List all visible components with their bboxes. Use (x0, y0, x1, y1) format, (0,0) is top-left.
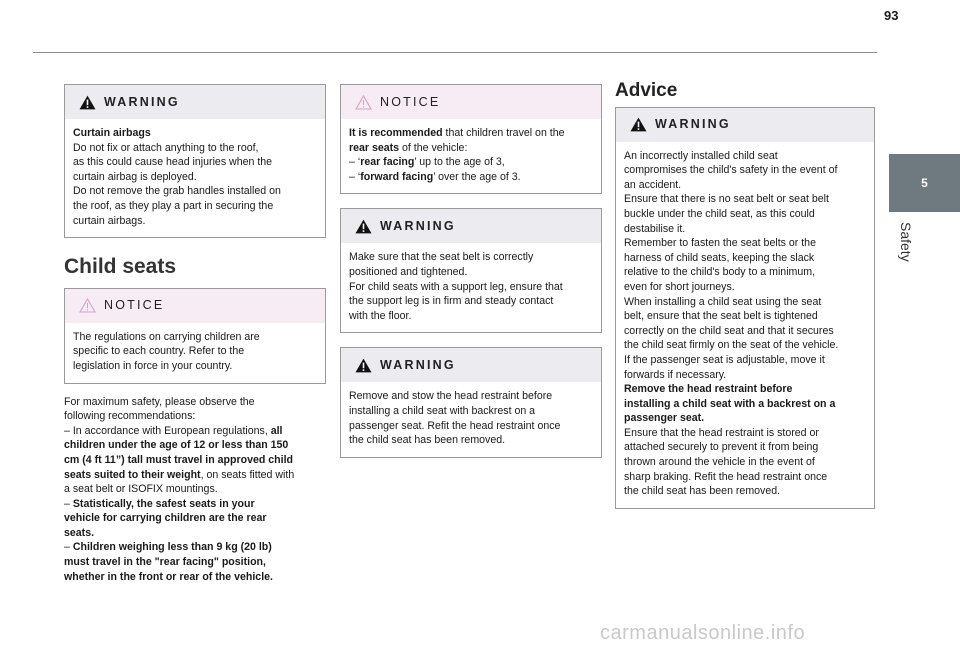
text-line: an accident. (624, 178, 682, 191)
bold-span: forward facing (360, 170, 434, 183)
bold-line: passenger seat. (624, 412, 705, 425)
page-number: 93 (884, 8, 899, 23)
warning-body (341, 382, 601, 456)
warning-triangle-icon (355, 358, 372, 373)
notice-heading: NOTICE (380, 94, 441, 109)
warning-box-head-restraint (340, 347, 602, 457)
warning-header (65, 85, 325, 119)
text-line: Do not remove the grab handles installed on (73, 185, 281, 198)
warning-triangle-icon (630, 117, 647, 132)
notice-body (341, 119, 601, 193)
text-line: Remember to fasten the seat belts or the (624, 237, 816, 250)
section-title-child-seats: Child seats (64, 255, 177, 279)
bold-span: all (270, 424, 283, 437)
column-2 (340, 84, 602, 458)
bold-line: vehicle for carrying children are the rear (64, 512, 267, 525)
warning-body (65, 119, 325, 237)
text-line: the child seat has been removed. (624, 485, 781, 498)
chapter-label: Safety (898, 222, 914, 262)
text-line: curtain airbags. (73, 214, 146, 227)
text-span: ’ over the age of 3. (433, 170, 521, 183)
notice-box-regulations (64, 288, 326, 384)
text-line: Remove and stow the head restraint before (349, 390, 553, 403)
warning-heading: WARNING (380, 219, 456, 234)
bold-span: Statistically, the safest seats in your (72, 497, 255, 510)
warning-body (341, 243, 601, 332)
text-span: , on seats fitted with (200, 468, 295, 481)
text-line: curtain airbag is deployed. (73, 170, 197, 183)
text-line: thrown around the vehicle in the event of (624, 456, 815, 469)
text-line: If the passenger seat is adjustable, move it (624, 353, 825, 366)
notice-header (65, 289, 325, 323)
bold-span: seats suited to their weight (64, 468, 201, 481)
text-span: that children travel on the (442, 127, 565, 139)
text-line: Ensure that there is no seat belt or seat belt (624, 193, 829, 206)
notice-triangle-icon (79, 298, 96, 313)
text-line: compromises the child's safety in the event of (624, 164, 838, 177)
text-span: – ‘ (349, 170, 361, 183)
text-line: with the floor. (349, 309, 412, 322)
text-line: legislation in force in your country. (73, 359, 233, 372)
column-1 (64, 84, 326, 584)
text-line: the roof, as they play a part in securing the (73, 199, 274, 212)
text-line: installing a child seat with backrest on a (349, 404, 536, 417)
text-line: even for short journeys. (624, 280, 735, 293)
warning-heading: WARNING (655, 117, 731, 132)
text-line: relative to the child's body to a minimum, (624, 266, 816, 279)
text-line: sharp braking. Refit the head restraint once (624, 470, 828, 483)
text-span: – (64, 541, 73, 554)
text-span: ’ up to the age of 3, (414, 156, 505, 169)
text-line: destabilise it. (624, 222, 686, 235)
bold-line: children under the age of 12 or less than 150 (64, 439, 289, 452)
bold-span: rear facing (360, 156, 415, 169)
top-rule (33, 52, 877, 53)
text-line: Do not fix or attach anything to the roof, (73, 141, 259, 154)
warning-header (616, 108, 874, 142)
notice-heading: NOTICE (104, 298, 165, 313)
chapter-tab[interactable]: 5 (889, 154, 960, 212)
bold-span: rear seats (349, 141, 400, 154)
warning-box-curtain-airbags (64, 84, 326, 238)
warning-title: Curtain airbags (73, 127, 151, 139)
bold-line: installing a child seat with a backrest on a (624, 397, 836, 410)
notice-box-recommended-seating (340, 84, 602, 194)
watermark: carmanualsonline.info (600, 622, 806, 644)
bold-line: must travel in the "rear facing" position, (64, 556, 266, 569)
text-span: of the vehicle: (399, 141, 468, 154)
bold-span: Children weighing less than 9 kg (20 lb) (72, 541, 272, 554)
text-span: – ‘ (349, 156, 361, 169)
text-line: buckle under the child seat, as this could (624, 207, 815, 220)
warning-header (341, 348, 601, 382)
warning-triangle-icon (355, 219, 372, 234)
text-line: When installing a child seat using the seat (624, 295, 822, 308)
recommendations-text (64, 395, 326, 585)
warning-header (341, 209, 601, 243)
text-span: – (64, 497, 73, 510)
bold-line: seats. (64, 526, 95, 539)
bold-line: Remove the head restraint before (624, 383, 793, 396)
notice-body (65, 323, 325, 383)
warning-body (616, 142, 874, 508)
column-3 (615, 80, 875, 509)
bold-line: whether in the front or rear of the vehicle. (64, 570, 273, 583)
text-line: belt, ensure that the seat belt is tightened (624, 310, 818, 323)
warning-heading: WARNING (104, 94, 180, 109)
text-line: passenger seat. Refit the head restraint once (349, 419, 561, 432)
text-line: the child seat firmly on the seat of the vehicle. (624, 339, 839, 352)
text-span: – In accordance with European regulations, (64, 424, 271, 437)
warning-box-incorrect-installation (615, 107, 875, 509)
bold-span: It is recommended (349, 127, 443, 139)
text-line: The regulations on carrying children are (73, 330, 260, 343)
text-line: positioned and tightened. (349, 265, 468, 278)
text-line: harness of child seats, keeping the slack (624, 251, 815, 264)
text-line: correctly on the child seat and that it secures (624, 324, 834, 337)
text-line: For maximum safety, please observe the (64, 395, 255, 408)
text-line: specific to each country. Refer to the (73, 345, 245, 358)
text-line: Make sure that the seat belt is correctly (349, 251, 534, 264)
text-line: For child seats with a support leg, ensure that (349, 280, 563, 293)
text-line: as this could cause head injuries when the (73, 156, 273, 169)
text-line: An incorrectly installed child seat (624, 149, 778, 162)
text-line: a seat belt or ISOFIX mountings. (64, 483, 218, 496)
notice-header (341, 85, 601, 119)
text-line: forwards if necessary. (624, 368, 727, 381)
bold-line: cm (4 ft 11”) tall must travel in approved child (64, 453, 294, 466)
warning-box-seat-belt (340, 208, 602, 333)
section-title-advice: Advice (615, 80, 678, 101)
warning-triangle-icon (79, 95, 96, 110)
text-line: Ensure that the head restraint is stored or (624, 426, 819, 439)
text-line: the support leg is in firm and steady contact (349, 295, 554, 308)
text-line: following recommendations: (64, 410, 196, 423)
text-line: attached securely to prevent it from being (624, 441, 819, 454)
notice-triangle-icon (355, 95, 372, 110)
text-line: the child seat has been removed. (349, 434, 506, 447)
warning-heading: WARNING (380, 358, 456, 373)
